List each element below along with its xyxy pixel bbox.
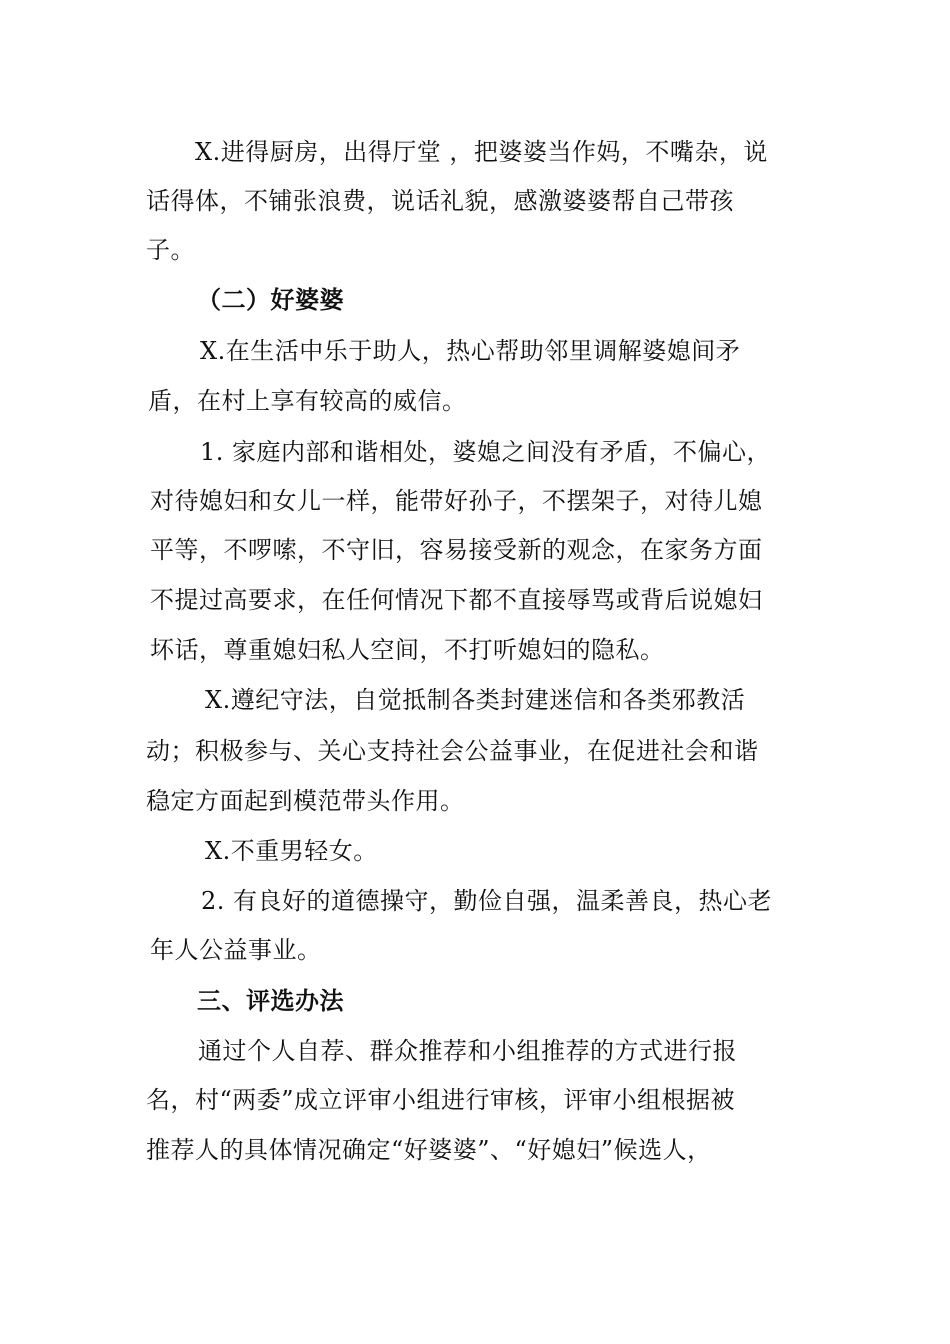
paragraph-line-6: 盾，在村上享有较高的威信。 xyxy=(148,387,467,415)
paragraph-line-2: 话得体，不铺张浪费，说话礼貌，感激婆婆帮自己带孩 xyxy=(146,187,734,215)
paragraph-line-16: 2. 有良好的道德操守，勤俭自强，温柔善良，热心老 xyxy=(201,887,773,915)
paragraph-line-17: 年人公益事业。 xyxy=(150,936,322,964)
paragraph-line-10: 不提过高要求，在任何情况下都不直接辱骂或背后说媳妇 xyxy=(150,586,763,614)
paragraph-line-14: 稳定方面起到模范带头作用。 xyxy=(146,787,465,815)
paragraph-line-12: X.遵纪守法，自觉抵制各类封建迷信和各类邪教活 xyxy=(205,686,746,714)
paragraph-line-1: X.进得厨房，出得厅堂 ，把婆婆当作妈，不嘴杂，说 xyxy=(195,138,768,166)
section-heading-good-mother-in-law: （二）好婆婆 xyxy=(197,286,344,314)
paragraph-line-3: 子。 xyxy=(146,236,195,264)
paragraph-line-19: 通过个人自荐、群众推荐和小组推荐的方式进行报 xyxy=(198,1037,737,1065)
paragraph-line-9: 平等，不啰嗦，不守旧，容易接受新的观念，在家务方面 xyxy=(150,536,763,564)
paragraph-line-15: X.不重男轻女。 xyxy=(205,837,378,865)
paragraph-line-13: 动；积极参与、关心支持社会公益事业，在促进社会和谐 xyxy=(146,737,759,765)
paragraph-line-11: 坏话，尊重媳妇私人空间，不打听媳妇的隐私。 xyxy=(150,636,665,664)
paragraph-line-21: 推荐人的具体情况确定“好婆婆”、“好媳妇”候选人， xyxy=(146,1136,712,1164)
paragraph-line-20: 名，村“两委”成立评审小组进行审核，评审小组根据被 xyxy=(146,1086,736,1114)
paragraph-line-5: X.在生活中乐于助人，热心帮助邻里调解婆媳间矛 xyxy=(200,337,741,365)
section-heading-selection-method: 三、评选办法 xyxy=(197,987,344,1015)
paragraph-line-7: 1. 家庭内部和谐相处，婆媳之间没有矛盾，不偏心， xyxy=(200,438,772,466)
paragraph-line-8: 对待媳妇和女儿一样，能带好孙子，不摆架子，对待儿媳 xyxy=(150,487,763,515)
